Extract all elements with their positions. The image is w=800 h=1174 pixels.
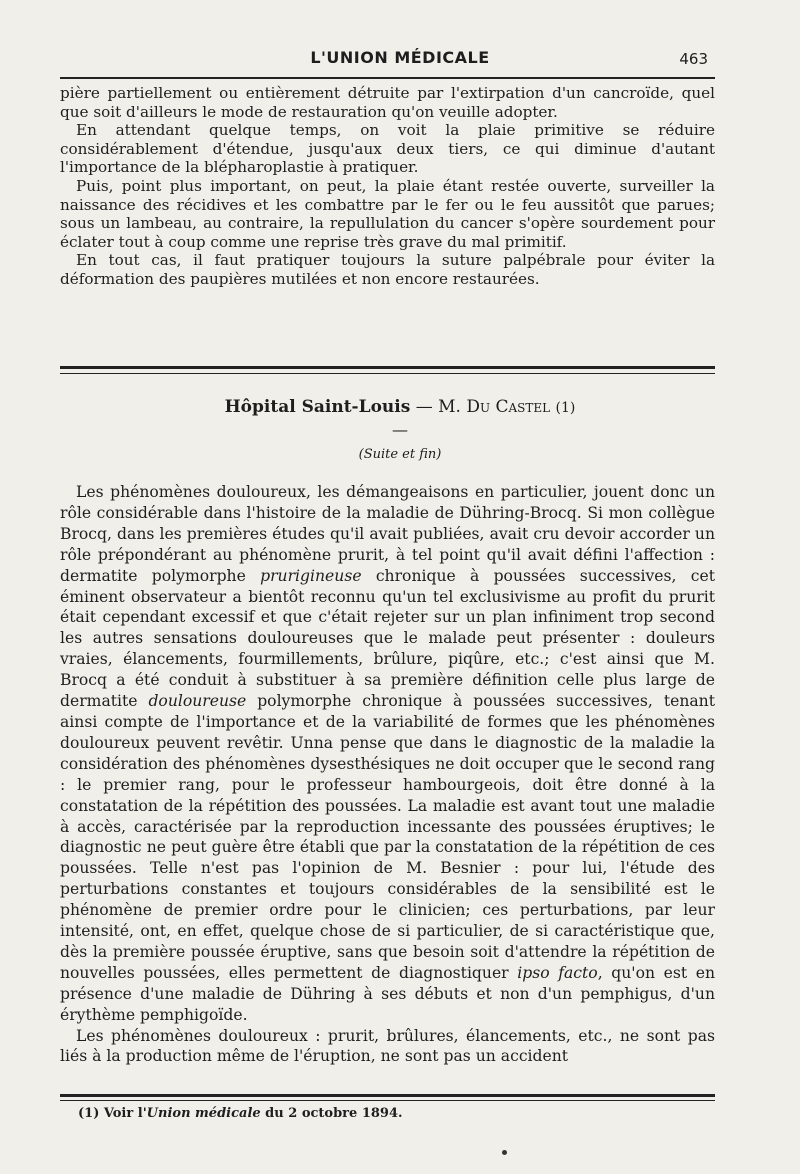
paragraph: pière partiellement ou entièrement détruite par l'extirpation d'un cancroïde, quel que soit d'ailleurs le mode de restauration qu'on veuille adopter.: [60, 84, 715, 121]
article-body: [60, 482, 715, 1067]
journal-title: L'UNION MÉDICALE: [310, 48, 490, 67]
italic-term: ipso facto: [517, 963, 598, 982]
page-number: 463: [679, 50, 708, 68]
footnote-text: du 2 octobre 1894.: [260, 1106, 403, 1121]
section-rule-thick: [60, 366, 715, 369]
italic-term: douloureuse: [148, 692, 247, 711]
footnote-rule-thick: [60, 1094, 715, 1097]
paragraph: [60, 482, 715, 1026]
print-speck: [502, 1150, 507, 1155]
hospital-name: Hôpital Saint-Louis: [224, 397, 411, 417]
paragraph: Les phénomènes douloureux : prurit, brûlures, élancements, etc., ne sont pas liés à la production même de l'éruption, ne sont pas un accident: [60, 1026, 715, 1066]
paragraph: En attendant quelque temps, on voit la plaie primitive se réduire considérablement d'étendue, jusqu'aux deux tiers, ce qui diminue d'autant l'importance de la blépharoplastie à pratiquer.: [60, 121, 715, 177]
continuation-note: (Suite et fin): [358, 447, 442, 462]
italic-term: prurigineuse: [260, 566, 362, 585]
section-title: [0, 397, 800, 417]
footnote-marker: (1) Voir l': [78, 1106, 147, 1121]
footnote-rule-thin: [60, 1100, 715, 1101]
paragraph: Puis, point plus important, on peut, la plaie étant restée ouverte, surveiller la naissance des récidives et les combattre par le fer ou le feu aussitôt que parues; sous un lambeau, au contraire, la repullulation du cancer s'opère sourdement pour éclater tout à coup comme une reprise très grave du mal primitif.: [60, 176, 715, 251]
title-separator: —: [415, 397, 433, 417]
footnote-reference: (1): [555, 400, 576, 416]
author-name: M. Du Castel: [438, 397, 551, 417]
footnote: [78, 1106, 403, 1121]
intro-text: [60, 84, 715, 289]
title-dash: —: [392, 420, 408, 439]
paragraph: En tout cas, il faut pratiquer toujours la suture palpébrale pour éviter la déformation des paupières mutilées et non encore restaurées.: [60, 251, 715, 288]
text-run: , qu'on est en présence d'une maladie de Dühring à ses débuts et non d'un pemphigus, d'un érythème pemphigoïde.: [60, 963, 716, 1024]
section-rule-thin: [60, 373, 715, 374]
header-rule: [60, 77, 715, 79]
running-head: [0, 48, 800, 72]
text-run: Les phénomènes douloureux, les démangeaisons en particulier, jouent donc un rôle considérable dans l'histoire de la maladie de Dühring-Brocq. Si mon collègue Brocq, dans les premières études qu'il avait publiées, avait cru devoir accorder un rôle prépondérant au phénomène prurit, à tel point qu'il avait défini l'affection : dermatite polymorphe: [60, 483, 715, 585]
text-run: polymorphe chronique à poussées successives, tenant ainsi compte de l'importance et de la variabilité de formes que les phénomènes douloureux peuvent revêtir. Unna pense que dans le diagnostic de la maladie la considération des phénomènes dysesthésiques ne doit occuper que le second rang : le premier rang, pour le professeur hambourgeois, doit être donné à la constatation de la répétition des poussées. La maladie est avant tout une maladie à accès, caractérisée par la reproduction incessante des poussées éruptives; le diagnostic ne peut guère être établi que par la constatation de la répétition de ces poussées. Telle n'est pas l'opinion de M. Besnier : pour lui, l'étude des perturbations constantes et toujours considérables de la sensibilité est le phénomène de premier ordre pour le clinicien; ces perturbations, par leur intensité, ont, en effet, quelque chose de si particulier, de si caractéristique que, dès la première poussée éruptive, sans que besoin soit d'attendre la répétition de nouvelles poussées, elles permettent de diagnostiquer: [60, 692, 715, 982]
footnote-journal: Union médicale: [146, 1106, 261, 1121]
text-run: chronique à poussées successives, cet éminent observateur a bientôt reconnu qu'un tel exclusivisme au profit du prurit était cependant excessif et que c'était rejeter sur un plan infiniment trop second les autres sensations douloureuses que le malade peut présenter : douleurs vraies, élancements, fourmillements, brûlure, piqûre, etc.; c'est ainsi que M. Brocq a été conduit à substituer à sa première définition celle plus large de dermatite: [60, 566, 715, 711]
